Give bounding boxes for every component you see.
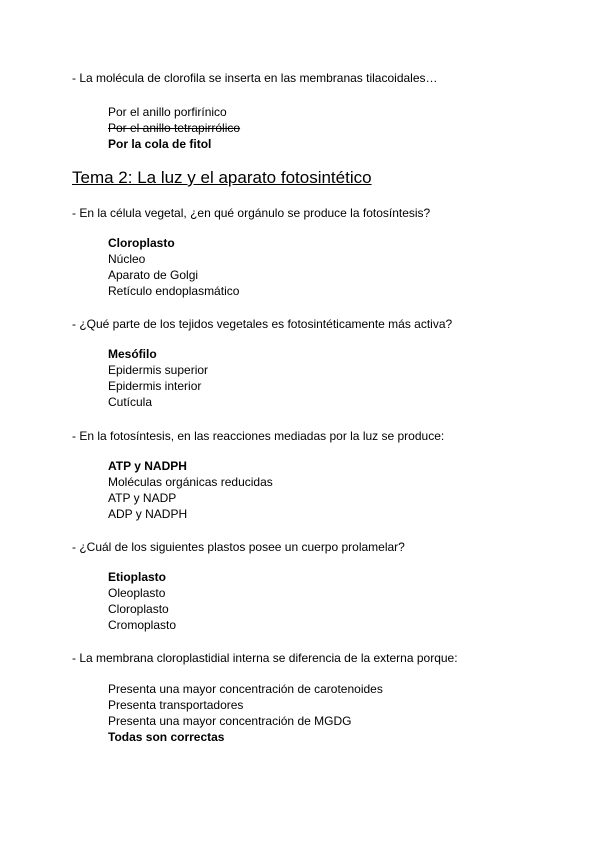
option-item: Epidermis interior [108, 379, 202, 393]
option-item-correct: Por la cola de fitol [108, 137, 212, 151]
option-item: Cromoplasto [108, 618, 177, 632]
option-item: Presenta una mayor concentración de MGDG [108, 714, 352, 728]
option-item-struck: Por el anillo tetrapirrólico [108, 121, 241, 135]
option-item: Retículo endoplasmático [108, 284, 240, 298]
option-item: Epidermis superior [108, 363, 209, 377]
question-light-reactions: - En la fotosíntesis, en las reacciones mediadas por la luz se produce: [72, 429, 445, 443]
option-item-correct: Todas son correctas [108, 730, 225, 744]
section-title: Tema 2: La luz y el aparato fotosintético [72, 168, 372, 187]
options-light-reactions [108, 458, 273, 522]
option-item: Por el anillo porfirínico [108, 105, 227, 119]
option-item: Núcleo [108, 252, 146, 266]
options-membrane [108, 681, 383, 745]
option-item: Oleoplasto [108, 586, 166, 600]
question-organelle: - En la célula vegetal, ¿en qué orgánulo se produce la fotosíntesis? [72, 206, 431, 220]
question-membrane: - La membrana cloroplastidial interna se diferencia de la externa porque: [72, 651, 458, 665]
option-item: Presenta una mayor concentración de carotenoides [108, 682, 383, 696]
option-item: Moléculas orgánicas reducidas [108, 475, 273, 489]
option-item: Cutícula [108, 395, 153, 409]
options-plastid [108, 569, 176, 633]
option-item: Aparato de Golgi [108, 268, 199, 282]
option-item-correct: Cloroplasto [108, 236, 175, 250]
option-item-correct: Etioplasto [108, 570, 167, 584]
option-item: Cloroplasto [108, 602, 169, 616]
option-item: ADP y NADPH [108, 507, 188, 521]
question-plastid: - ¿Cuál de los siguientes plastos posee un cuerpo prolamelar? [72, 540, 405, 554]
question-chlorophyll: - La molécula de clorofila se inserta en las membranas tilacoidales… [72, 71, 438, 85]
question-tissue: - ¿Qué parte de los tejidos vegetales es fotosintéticamente más activa? [72, 317, 453, 331]
option-item: ATP y NADP [108, 491, 177, 505]
option-item-correct: ATP y NADPH [108, 459, 187, 473]
option-item: Presenta transportadores [108, 698, 244, 712]
options-organelle [108, 235, 239, 299]
options-tissue [108, 346, 208, 410]
option-item-correct: Mesófilo [108, 347, 157, 361]
options-chlorophyll [108, 104, 240, 152]
